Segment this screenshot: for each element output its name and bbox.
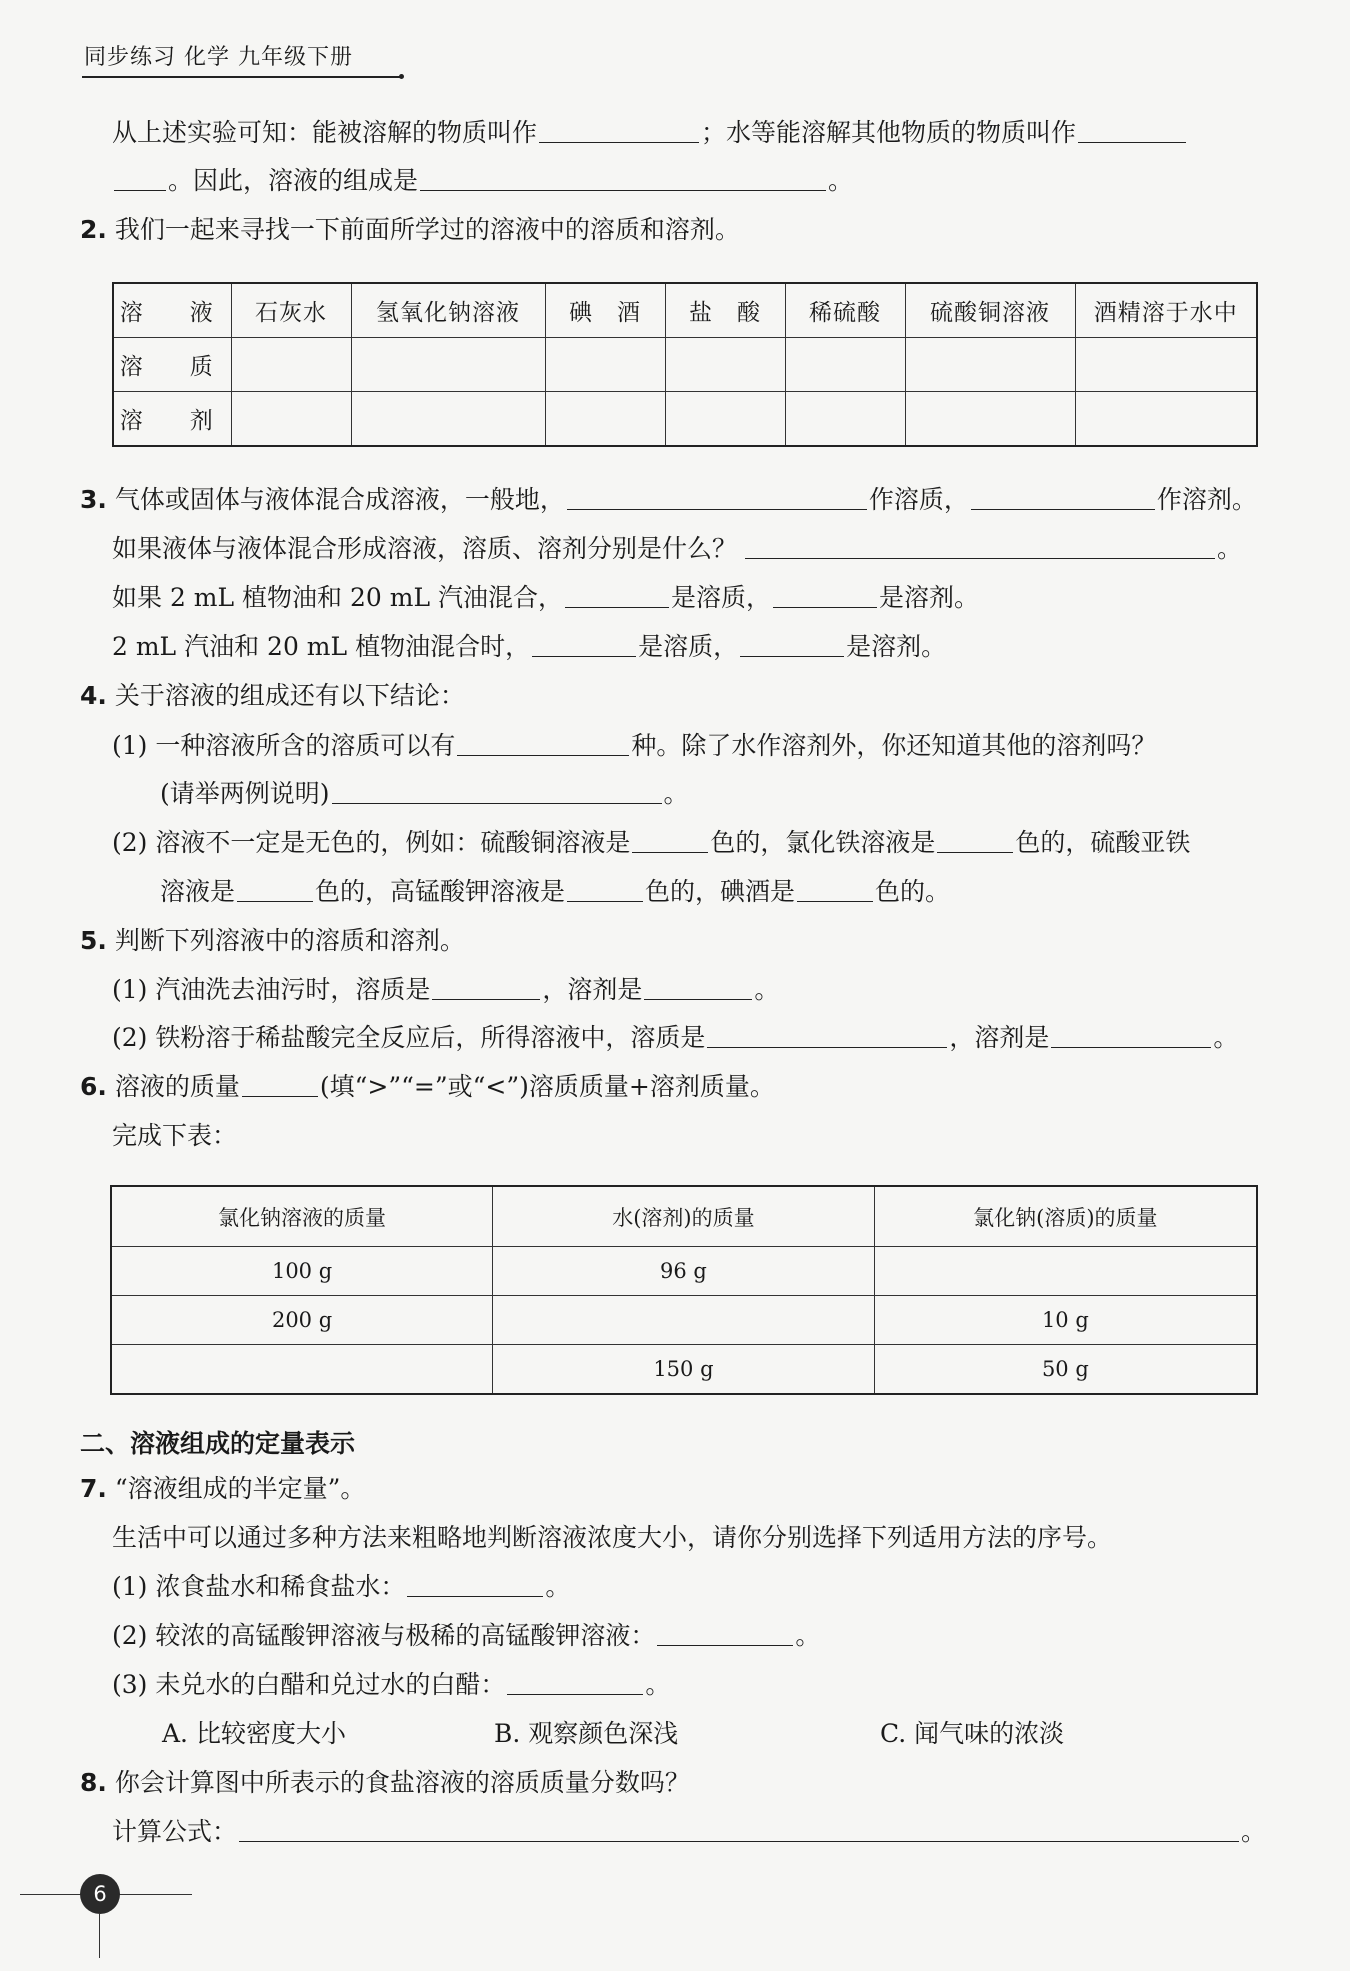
answer-blank[interactable] [242, 1072, 318, 1097]
answer-blank[interactable] [1078, 118, 1186, 143]
answer-cell[interactable] [351, 392, 545, 447]
q3-text-i: 2 mL 汽油和 20 mL 植物油混合时， [112, 632, 531, 661]
q1-line2 [112, 165, 853, 197]
row-header: 溶 质 [113, 338, 231, 392]
q1-text-d: 。 [828, 166, 854, 195]
answer-blank[interactable] [539, 118, 699, 143]
answer-blank[interactable] [657, 1621, 793, 1646]
answer-blank[interactable] [567, 485, 867, 510]
q4-p1-d: 。 [663, 779, 689, 808]
q6-number: 6. [80, 1072, 107, 1101]
table-row [111, 1345, 1257, 1395]
q5-p2-a: (2) 铁粉溶于稀盐酸完全反应后，所得溶液中，溶质是 [112, 1023, 706, 1052]
q4-text: 关于溶液的组成还有以下结论： [114, 681, 465, 710]
answer-blank[interactable] [1051, 1023, 1211, 1048]
answer-cell[interactable] [874, 1247, 1257, 1296]
answer-blank[interactable] [532, 632, 636, 657]
answer-cell[interactable] [231, 392, 351, 447]
q6-sub: 完成下表： [112, 1121, 238, 1150]
q2-number: 2. [80, 215, 107, 244]
answer-cell[interactable] [1075, 392, 1257, 447]
q5-part2 [112, 1022, 1238, 1054]
q7-part3 [112, 1669, 670, 1701]
column-header: 水(溶剂)的质量 [493, 1186, 875, 1247]
q1-text-c: 。因此，溶液的组成是 [168, 166, 419, 195]
table-row [113, 338, 1257, 392]
q7-part2 [112, 1620, 820, 1652]
answer-cell[interactable] [493, 1296, 875, 1345]
column-header: 酒精溶于水中 [1075, 283, 1257, 338]
q3-text-j: 是溶质， [638, 632, 739, 661]
q3-line2 [112, 533, 1242, 565]
question-6 [80, 1071, 775, 1103]
q1-line1 [112, 117, 1188, 149]
q4-p2-a: (2) 溶液不一定是无色的，例如：硫酸铜溶液是 [112, 828, 631, 857]
q4-p1-a: (1) 一种溶液所含的溶质可以有 [112, 731, 456, 760]
answer-blank[interactable] [797, 877, 873, 902]
question-3 [80, 484, 1257, 516]
q4-p2-d: 溶液是 [160, 877, 236, 906]
q4-p1-c: (请举两例说明) [160, 779, 330, 808]
q4-p1-b: 种。除了水作溶剂外，你还知道其他的溶剂吗？ [631, 731, 1157, 760]
answer-cell[interactable] [905, 392, 1075, 447]
q7-p1-b: 。 [545, 1572, 571, 1601]
answer-blank[interactable] [420, 166, 826, 191]
q6-text-b: (填“>”“=”或“<”)溶质质量+溶剂质量。 [319, 1072, 775, 1101]
answer-blank[interactable] [632, 828, 708, 853]
q7-option-c: C. 闻气味的浓淡 [880, 1719, 1065, 1748]
answer-blank[interactable] [565, 583, 669, 608]
answer-cell[interactable] [785, 392, 905, 447]
q7-p2-b: 。 [795, 1621, 821, 1650]
q5-p2-c: 。 [1213, 1023, 1239, 1052]
q5-p2-b: ，溶剂是 [949, 1023, 1050, 1052]
table-cell: 100 g [111, 1247, 493, 1296]
header-rule [82, 76, 400, 78]
column-header: 氯化钠(溶质)的质量 [874, 1186, 1257, 1247]
answer-blank[interactable] [114, 166, 166, 191]
q7-p3-a: (3) 未兑水的白醋和兑过水的白醋： [112, 1670, 506, 1699]
mass-table [110, 1185, 1258, 1395]
q4-part1 [112, 730, 1156, 762]
answer-cell[interactable] [545, 392, 665, 447]
column-header: 碘 酒 [545, 283, 665, 338]
row-header: 溶 液 [113, 283, 231, 338]
answer-cell[interactable] [351, 338, 545, 392]
answer-blank[interactable] [707, 1023, 947, 1048]
q7-option-b: B. 观察颜色深浅 [494, 1719, 679, 1748]
table-cell: 96 g [493, 1247, 875, 1296]
q6-text-a: 溶液的质量 [114, 1072, 240, 1101]
column-header: 氢氧化钠溶液 [351, 283, 545, 338]
q5-part1 [112, 974, 779, 1006]
q7-option-a: A. 比较密度大小 [162, 1719, 346, 1748]
q3-text-c: 作溶剂。 [1156, 485, 1257, 514]
q5-text: 判断下列溶液中的溶质和溶剂。 [114, 926, 465, 955]
answer-cell[interactable] [665, 392, 785, 447]
row-header: 溶 剂 [113, 392, 231, 447]
q3-text-b: 作溶质， [868, 485, 969, 514]
answer-blank[interactable] [745, 534, 1215, 559]
q7-part1 [112, 1571, 570, 1603]
q4-p2-g: 色的。 [875, 877, 951, 906]
question-4 [80, 680, 465, 712]
column-header: 石灰水 [231, 283, 351, 338]
table-cell: 10 g [874, 1296, 1257, 1345]
answer-cell[interactable] [111, 1345, 493, 1395]
answer-blank[interactable] [971, 485, 1155, 510]
answer-blank[interactable] [457, 731, 629, 756]
running-header: 同步练习 化学 九年级下册 [84, 45, 353, 70]
solute-solvent-table [112, 282, 1258, 447]
q5-p1-c: 。 [754, 975, 780, 1004]
q7-p2-a: (2) 较浓的高锰酸钾溶液与极稀的高锰酸钾溶液： [112, 1621, 656, 1650]
question-8 [80, 1767, 690, 1799]
answer-cell[interactable] [1075, 338, 1257, 392]
q5-p1-b: ，溶剂是 [542, 975, 643, 1004]
answer-blank[interactable] [644, 975, 752, 1000]
q8-formula-end: 。 [1241, 1817, 1267, 1846]
table-cell: 50 g [874, 1345, 1257, 1395]
column-header: 稀硫酸 [785, 283, 905, 338]
q3-text-e: 。 [1217, 534, 1243, 563]
question-2 [80, 214, 740, 246]
q4-number: 4. [80, 681, 107, 710]
section-heading: 二、溶液组成的定量表示 [80, 1429, 356, 1458]
q3-text-k: 是溶剂。 [846, 632, 947, 661]
answer-blank[interactable] [432, 975, 540, 1000]
answer-blank[interactable] [937, 828, 1013, 853]
q8-number: 8. [80, 1768, 107, 1797]
question-7 [80, 1473, 365, 1505]
q8-formula [112, 1816, 1266, 1848]
answer-blank[interactable] [239, 1817, 1239, 1842]
q4-part2-cont [160, 876, 950, 908]
answer-blank[interactable] [332, 779, 662, 804]
q5-p1-a: (1) 汽油洗去油污时，溶质是 [112, 975, 431, 1004]
answer-blank[interactable] [407, 1572, 543, 1597]
table-row [111, 1296, 1257, 1345]
q7-intro: 生活中可以通过多种方法来粗略地判断溶液浓度大小，请你分别选择下列适用方法的序号。 [112, 1523, 1113, 1552]
answer-blank[interactable] [567, 877, 643, 902]
q3-line4 [112, 631, 946, 663]
q3-text-g: 是溶质， [671, 583, 772, 612]
answer-blank[interactable] [507, 1670, 643, 1695]
q4-p2-f: 色的，碘酒是 [645, 877, 796, 906]
answer-blank[interactable] [773, 583, 877, 608]
q7-p1-a: (1) 浓食盐水和稀食盐水： [112, 1572, 406, 1601]
answer-cell[interactable] [231, 338, 351, 392]
table-row [111, 1247, 1257, 1296]
q8-text: 你会计算图中所表示的食盐溶液的溶质质量分数吗？ [114, 1768, 690, 1797]
q7-text: “溶液组成的半定量”。 [114, 1474, 366, 1503]
q3-line3 [112, 582, 979, 614]
q4-part1-cont [160, 778, 689, 810]
page-rule [99, 1914, 100, 1958]
q4-p2-e: 色的，高锰酸钾溶液是 [315, 877, 566, 906]
q4-p2-b: 色的，氯化铁溶液是 [710, 828, 936, 857]
answer-blank[interactable] [740, 632, 844, 657]
answer-blank[interactable] [237, 877, 313, 902]
question-5 [80, 925, 465, 957]
table-cell: 150 g [493, 1345, 875, 1395]
column-header: 氯化钠溶液的质量 [111, 1186, 493, 1247]
q3-text-a: 气体或固体与液体混合成溶液，一般地， [114, 485, 565, 514]
answer-cell[interactable] [785, 338, 905, 392]
q3-text-d: 如果液体与液体混合形成溶液，溶质、溶剂分别是什么？ [112, 534, 738, 563]
column-header: 硫酸铜溶液 [905, 283, 1075, 338]
q3-text-f: 如果 2 mL 植物油和 20 mL 汽油混合， [112, 583, 564, 612]
q5-number: 5. [80, 926, 107, 955]
column-header: 盐 酸 [665, 283, 785, 338]
q4-p2-c: 色的，硫酸亚铁 [1015, 828, 1191, 857]
q8-formula-label: 计算公式： [112, 1817, 238, 1846]
q1-text-a: 从上述实验可知：能被溶解的物质叫作 [112, 118, 538, 147]
q1-text-b: ；水等能溶解其他物质的物质叫作 [701, 118, 1077, 147]
q4-part2 [112, 827, 1190, 859]
answer-cell[interactable] [905, 338, 1075, 392]
table-header-row [111, 1186, 1257, 1247]
q7-p3-b: 。 [645, 1670, 671, 1699]
table-row [113, 283, 1257, 338]
q3-text-h: 是溶剂。 [879, 583, 980, 612]
table-cell: 200 g [111, 1296, 493, 1345]
answer-cell[interactable] [545, 338, 665, 392]
q7-number: 7. [80, 1474, 107, 1503]
answer-cell[interactable] [665, 338, 785, 392]
q2-text: 我们一起来寻找一下前面所学过的溶液中的溶质和溶剂。 [114, 215, 740, 244]
page-number: 6 [80, 1874, 120, 1914]
table-row [113, 392, 1257, 447]
q3-number: 3. [80, 485, 107, 514]
